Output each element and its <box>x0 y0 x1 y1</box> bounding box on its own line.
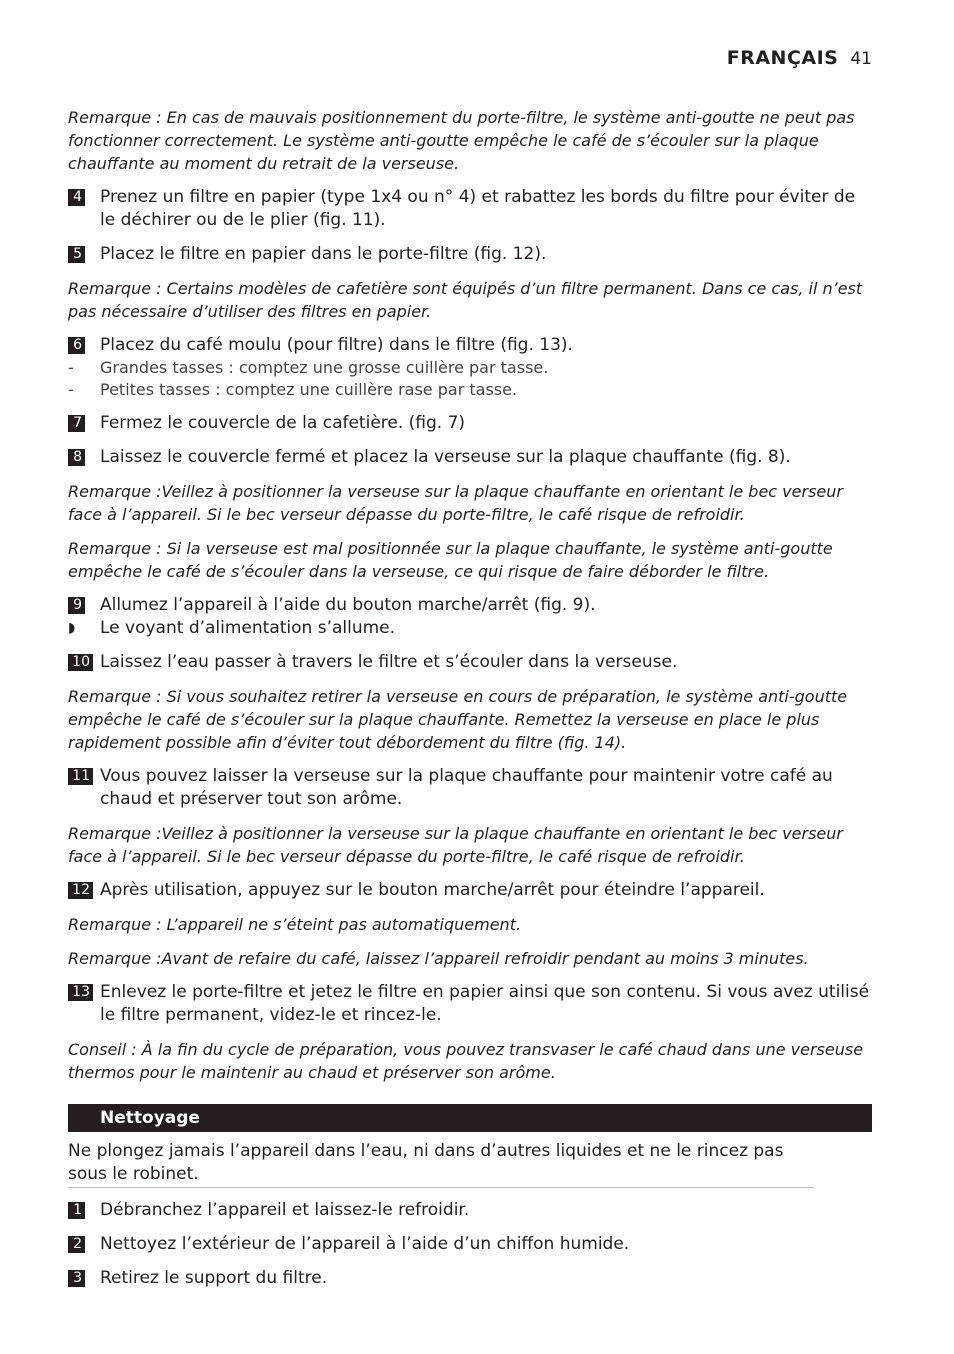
step-11 <box>68 765 874 811</box>
step-text: Débranchez l’appareil et laissez-le refroidir. <box>100 1200 470 1220</box>
step-text: Après utilisation, appuyez sur le bouton marche/arrêt pour éteindre l’appareil. <box>100 880 765 900</box>
cleaning-warning: Ne plongez jamais l’appareil dans l’eau, ni dans d’autres liquides et ne le rincez pas sous le robinet. <box>68 1140 814 1188</box>
step-number-badge: 6 <box>68 337 85 354</box>
step-number-badge: 1 <box>68 1202 85 1219</box>
note-jug-position-repeat: Remarque :Veillez à positionner la verseuse sur la plaque chauffante en orientant le bec verseur face à l’appareil. Si le bec verseur dépasse du porte-filtre, le café risque de refroidir. <box>68 824 843 866</box>
list-item <box>68 379 874 401</box>
step-6 <box>68 334 874 357</box>
page-content <box>68 106 874 1301</box>
language-label: FRANÇAIS <box>726 47 839 69</box>
note-no-auto-off: Remarque : L’appareil ne s’éteint pas automatiquement. <box>68 915 522 934</box>
page-number: 41 <box>850 49 872 69</box>
step-number-badge: 9 <box>68 597 85 614</box>
step-text: Retirez le support du filtre. <box>100 1268 328 1288</box>
result-text: Le voyant d’alimentation s’allume. <box>100 618 396 638</box>
step-number-badge: 8 <box>68 449 85 466</box>
dash-bullet: - <box>68 380 74 399</box>
list-item-text: Petites tasses : comptez une cuillère rase par tasse. <box>100 380 518 399</box>
step-6-group <box>68 334 874 401</box>
step-text: Nettoyez l’extérieur de l’appareil à l’aide d’un chiffon humide. <box>100 1234 630 1254</box>
note-permanent-filter: Remarque : Certains modèles de cafetière sont équipés d’un filtre permanent. Dans ce cas, il n’est pas nécessaire d’utiliser des filtres en papier. <box>68 279 863 321</box>
step-7 <box>68 412 874 435</box>
step-text: Enlevez le porte-filtre et jetez le filtre en papier ainsi que son contenu. Si vous avez utilisé le filtre permanent, videz-le et rincez-le. <box>100 982 870 1025</box>
note-jug-misplaced: Remarque : Si la verseuse est mal positionnée sur la plaque chauffante, le système anti-goutte empêche le café de s’écouler dans la verseuse, ce qui risque de faire déborder le filtre. <box>68 539 833 581</box>
cleaning-step-1 <box>68 1199 874 1222</box>
note-drip-stop: Remarque : En cas de mauvais positionnement du porte-filtre, le système anti-goutte ne peut pas fonctionner correctement. Le système anti-goutte empêche le café de s’écouler sur la plaque chauffante au moment du retrait de la verseuse. <box>68 108 855 173</box>
step-number-badge: 4 <box>68 189 85 206</box>
step-13 <box>68 981 874 1027</box>
step-number-badge: 12 <box>68 882 93 899</box>
note-jug-position: Remarque :Veillez à positionner la verseuse sur la plaque chauffante en orientant le bec verseur face à l’appareil. Si le bec verseur dépasse du porte-filtre, le café risque de refroidir. <box>68 482 843 524</box>
note-cool-down: Remarque :Avant de refaire du café, laissez l’appareil refroidir pendant au moins 3 minutes. <box>68 949 809 968</box>
step-number-badge: 7 <box>68 415 85 432</box>
section-heading-cleaning: Nettoyage <box>68 1104 872 1132</box>
step-text: Laissez l’eau passer à travers le filtre et s’écouler dans la verseuse. <box>100 652 678 672</box>
step-number-badge: 5 <box>68 246 85 263</box>
page-header <box>727 47 872 69</box>
step-4 <box>68 186 874 232</box>
result-arrow-icon: ◗ <box>68 620 76 636</box>
note-remove-jug: Remarque : Si vous souhaitez retirer la verseuse en cours de préparation, le système anti-goutte empêche le café de s’écouler sur la plaque chauffante. Remettez la verseuse en place le plus rapidement possible afin d’éviter tout débordement du filtre (fig. 14). <box>68 687 848 752</box>
step-9 <box>68 594 874 617</box>
step-text: Prenez un filtre en papier (type 1x4 ou n° 4) et rabattez les bords du filtre pour éviter de le déchirer ou de le plier (fig. 11). <box>100 187 856 230</box>
list-item <box>68 357 874 379</box>
cleaning-step-3 <box>68 1267 874 1290</box>
dash-bullet: - <box>68 358 74 377</box>
step-text: Allumez l’appareil à l’aide du bouton marche/arrêt (fig. 9). <box>100 595 596 615</box>
step-text: Vous pouvez laisser la verseuse sur la plaque chauffante pour maintenir votre café au chaud et préserver tout son arôme. <box>100 766 833 809</box>
step-number-badge: 10 <box>68 654 93 671</box>
step-text: Placez le filtre en papier dans le porte-filtre (fig. 12). <box>100 244 547 264</box>
step-5 <box>68 243 874 266</box>
step-number-badge: 3 <box>68 1270 85 1287</box>
step-12 <box>68 879 874 902</box>
step-10 <box>68 651 874 674</box>
step-text: Fermez le couvercle de la cafetière. (fig. 7) <box>100 413 466 433</box>
step-8 <box>68 446 874 469</box>
step-number-badge: 13 <box>68 984 93 1001</box>
list-item-text: Grandes tasses : comptez une grosse cuillère par tasse. <box>100 358 549 377</box>
step-text: Placez du café moulu (pour filtre) dans le filtre (fig. 13). <box>100 335 573 355</box>
step-number-badge: 11 <box>68 768 93 785</box>
step-number-badge: 2 <box>68 1236 85 1253</box>
cleaning-step-2 <box>68 1233 874 1256</box>
tip-thermos: Conseil : À la fin du cycle de préparation, vous pouvez transvaser le café chaud dans une verseuse thermos pour le maintenir au chaud et préserver son arôme. <box>68 1040 864 1082</box>
step-9-result <box>68 617 874 640</box>
step-text: Laissez le couvercle fermé et placez la verseuse sur la plaque chauffante (fig. 8). <box>100 447 791 467</box>
